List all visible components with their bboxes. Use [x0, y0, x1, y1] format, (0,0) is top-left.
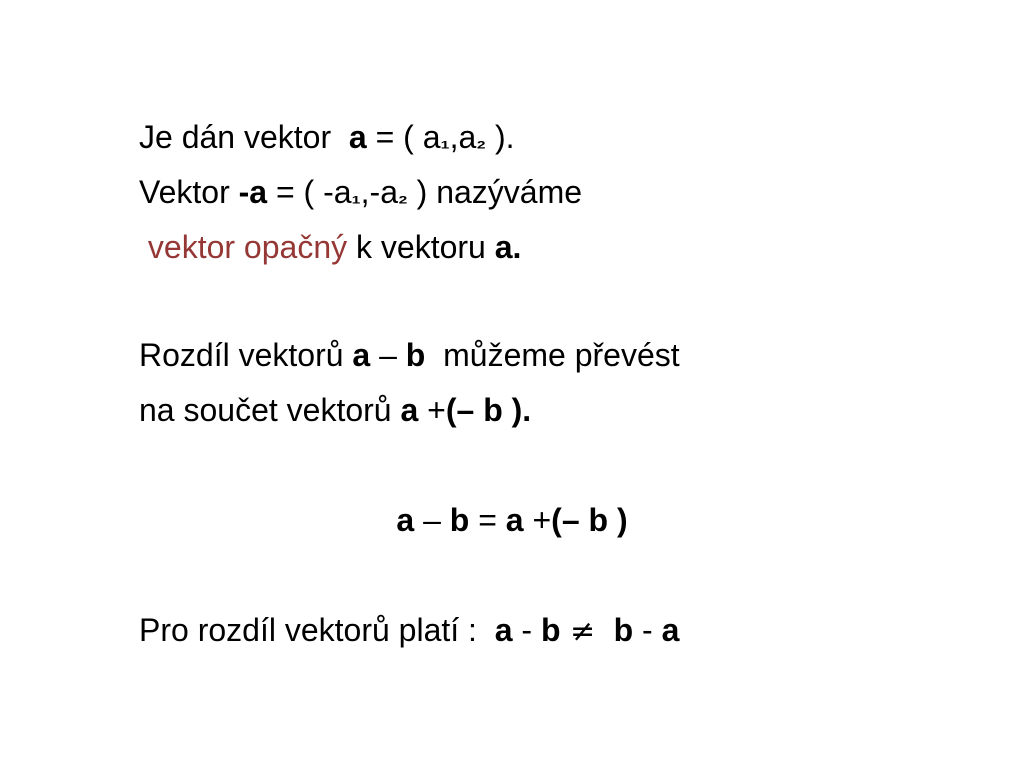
text-run: můžeme převést — [425, 337, 680, 373]
text-line-5 — [139, 390, 531, 430]
text-run: + — [418, 392, 446, 428]
text-run: = — [469, 502, 506, 538]
vector-a-bold: a — [348, 119, 367, 155]
text-run: k vektoru — [347, 229, 495, 265]
text-run: ,a — [449, 119, 477, 155]
text-run: na součet vektorů — [139, 392, 401, 428]
vector-a-bold: a. — [494, 229, 522, 265]
text-run: Vektor — [139, 174, 239, 210]
vector-a-bold: a — [396, 502, 415, 538]
text-run: – — [414, 502, 450, 538]
text-line-2 — [139, 172, 582, 216]
vector-a-bold: a — [400, 392, 419, 428]
text-run: Rozdíl vektorů — [139, 337, 353, 373]
text-line-1 — [139, 117, 515, 161]
vector-a-bold: a — [661, 612, 680, 648]
formula-line — [0, 500, 1024, 540]
vector-b-bold: b — [540, 612, 561, 648]
text-run: = ( -a — [267, 174, 352, 210]
text-run: – — [370, 337, 406, 373]
highlighted-term: vektor opačný — [147, 229, 348, 265]
vector-a-bold: a — [505, 502, 524, 538]
not-equal-sign: ≠ — [560, 614, 605, 649]
subscript-2: ₂ — [476, 128, 487, 153]
text-run: + — [523, 502, 552, 538]
subscript-1: ₁ — [351, 183, 361, 208]
text-run: - — [512, 612, 541, 648]
subscript-1: ₁ — [440, 128, 450, 153]
vector-a-bold: a — [494, 612, 513, 648]
text-run: - — [633, 612, 662, 648]
text-run — [139, 229, 148, 265]
text-run: ). — [486, 119, 515, 155]
vector-a-bold: a — [352, 337, 371, 373]
negative-b-bold: (– b ) — [551, 502, 628, 538]
text-line-3 — [139, 227, 521, 267]
text-run: ,-a — [360, 174, 398, 210]
vector-b-bold: b — [449, 502, 470, 538]
text-run: = ( a — [366, 119, 441, 155]
negative-b-bold: (– b ). — [445, 392, 532, 428]
vector-b-bold: b — [405, 337, 426, 373]
vector-minus-a-bold: -a — [238, 174, 268, 210]
vector-b-bold: b — [604, 612, 634, 648]
text-run: Je dán vektor — [139, 119, 349, 155]
subscript-2: ₂ — [397, 183, 408, 208]
text-line-4 — [139, 335, 680, 375]
text-run: ) nazýváme — [407, 174, 583, 210]
text-line-7 — [139, 610, 679, 652]
text-run: Pro rozdíl vektorů platí : — [139, 612, 495, 648]
